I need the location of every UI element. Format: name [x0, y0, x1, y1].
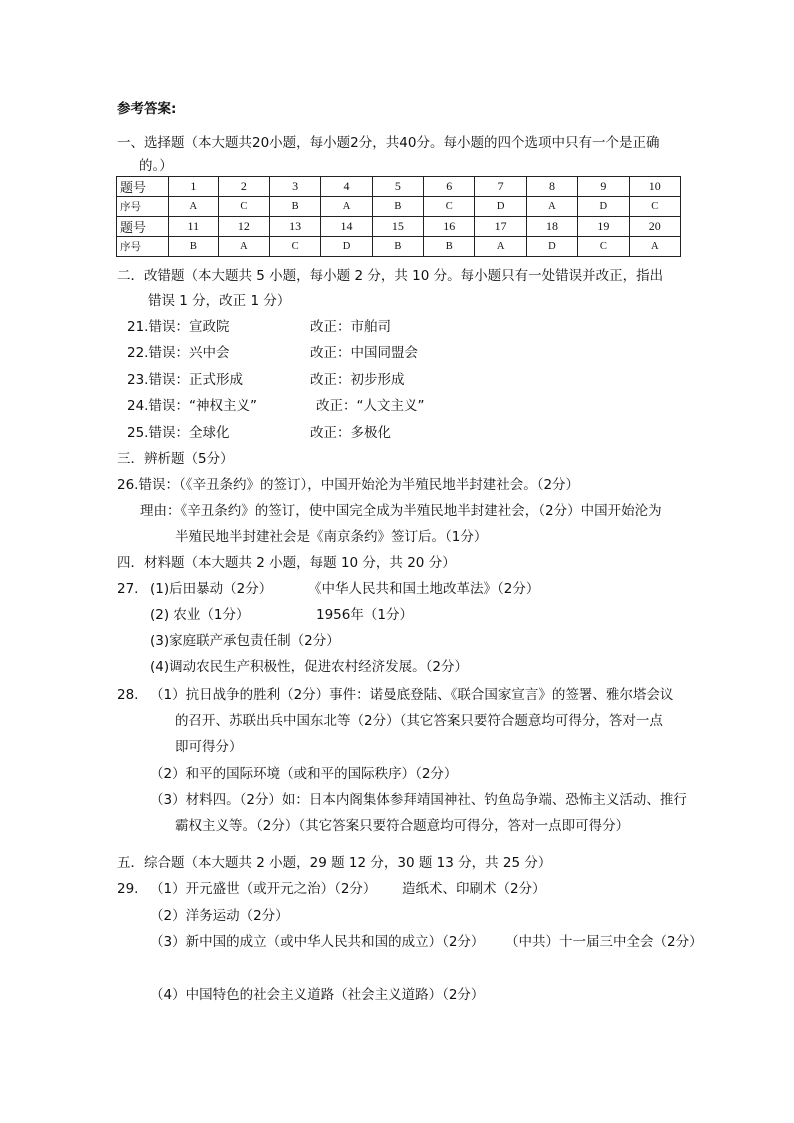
table-cell: 7: [475, 177, 526, 197]
table-cell: 19: [578, 217, 629, 237]
q28-answer: （1）抗日战争的胜利（2分）事件：诺曼底登陆、《联合国家宣言》的签署、雅尔塔会议: [150, 687, 674, 703]
table-cell: C: [218, 197, 269, 217]
q29-answer: 造纸术、印刷术（2分）: [402, 881, 546, 897]
table-cell: B: [424, 237, 475, 257]
table-cell: A: [169, 197, 219, 217]
q26-reason: 理由：《辛丑条约》的签订，使中国完全成为半殖民地半封建社会，（2分）中国开始沦为: [140, 503, 662, 519]
answer-table: [116, 176, 681, 257]
table-cell: C: [424, 197, 475, 217]
q28-answer-cont: 的召开、苏联出兵中国东北等（2分）（其它答案只要符合题意均可得分，答对一点: [175, 713, 663, 729]
table-row: [117, 197, 681, 217]
section1-title-cont: 的。）: [139, 158, 173, 174]
correction-fix: 改正：“人文主义”: [316, 398, 425, 414]
table-cell: D: [526, 237, 577, 257]
q27-answer: 1956年（1分）: [316, 607, 413, 623]
table-cell: C: [270, 237, 321, 257]
section3-title: 三．辨析题（5分）: [117, 451, 234, 467]
q29-answer: （2）洋务运动（2分）: [150, 908, 289, 924]
q27-answer: (4)调动农民生产积极性，促进农村经济发展。（2分）: [150, 659, 468, 675]
q27-answer: 《中华人民共和国土地改革法》（2分）: [308, 581, 540, 597]
table-cell: B: [372, 237, 423, 257]
table-cell: 16: [424, 217, 475, 237]
table-cell: C: [629, 197, 680, 217]
table-cell: A: [526, 197, 577, 217]
correction-error: 22.错误：兴中会: [127, 345, 230, 361]
q26-reason-cont: 半殖民地半封建社会是《南京条约》签订后。（1分）: [175, 529, 488, 545]
section2-title: 二．改错题（本大题共 5 小题，每小题 2 分，共 10 分。每小题只有一处错误并改正，指出: [117, 268, 664, 284]
row-label: 序号: [117, 197, 169, 217]
table-row: [117, 177, 681, 197]
table-row: [117, 237, 681, 257]
table-cell: 11: [169, 217, 219, 237]
correction-fix: 改正：中国同盟会: [310, 345, 418, 361]
table-cell: D: [475, 197, 526, 217]
correction-fix: 改正：初步形成: [310, 372, 405, 388]
table-cell: A: [475, 237, 526, 257]
table-cell: 2: [218, 177, 269, 197]
table-cell: 1: [169, 177, 219, 197]
table-cell: B: [169, 237, 219, 257]
table-cell: 6: [424, 177, 475, 197]
section4-title: 四．材料题（本大题共 2 小题，每题 10 分，共 20 分）: [117, 555, 456, 571]
section1-title: 一、选择题（本大题共20小题，每小题2分，共40分。每小题的四个选项中只有一个是正确: [117, 135, 660, 151]
q26-statement: 26.错误：（《辛丑条约》的签订），中国开始沦为半殖民地半封建社会。（2分）: [117, 477, 580, 493]
q29-answer: （3）新中国的成立（或中华人民共和国的成立）（2分）: [150, 934, 485, 950]
q29-answer: （中共）十一届三中全会（2分）: [505, 934, 703, 950]
table-cell: 20: [629, 217, 680, 237]
table-cell: A: [629, 237, 680, 257]
table-cell: B: [270, 197, 321, 217]
answer-heading: 参考答案:: [117, 101, 177, 117]
table-cell: 3: [270, 177, 321, 197]
table-cell: B: [372, 197, 423, 217]
table-cell: A: [321, 197, 372, 217]
table-cell: 5: [372, 177, 423, 197]
q28-number: 28.: [117, 687, 139, 703]
q27-answer: (3)家庭联产承包责任制（2分）: [150, 633, 340, 649]
table-cell: 4: [321, 177, 372, 197]
table-cell: D: [578, 197, 629, 217]
row-label: 题号: [117, 217, 169, 237]
q28-answer-cont: 即可得分）: [175, 739, 243, 755]
table-cell: 17: [475, 217, 526, 237]
q28-answer: （3）材料四。（2分）如：日本内阁集体参拜靖国神社、钓鱼岛争端、恐怖主义活动、推行: [150, 792, 687, 808]
table-cell: 8: [526, 177, 577, 197]
q28-answer: （2）和平的国际环境（或和平的国际秩序）（2分）: [150, 766, 458, 782]
section2-title-cont: 错误 1 分，改正 1 分）: [148, 293, 291, 309]
correction-error: 24.错误：“神权主义”: [127, 398, 257, 414]
q29-answer: （4）中国特色的社会主义道路（社会主义道路）（2分）: [150, 987, 485, 1003]
table-cell: 12: [218, 217, 269, 237]
q27-answer: (1)后田暴动（2分）: [150, 581, 273, 597]
row-label: 序号: [117, 237, 169, 257]
table-cell: A: [218, 237, 269, 257]
table-row: [117, 217, 681, 237]
q27-number: 27.: [117, 581, 139, 597]
q28-answer-cont: 霸权主义等。（2分）（其它答案只要符合题意均可得分，答对一点即可得分）: [175, 818, 630, 834]
table-cell: 18: [526, 217, 577, 237]
table-cell: C: [578, 237, 629, 257]
correction-error: 21.错误：宣政院: [127, 319, 230, 335]
table-cell: 14: [321, 217, 372, 237]
section5-title: 五．综合题（本大题共 2 小题，29 题 12 分，30 题 13 分，共 25 分）: [117, 855, 552, 871]
row-label: 题号: [117, 177, 169, 197]
table-cell: 9: [578, 177, 629, 197]
table-cell: 15: [372, 217, 423, 237]
q29-answer: （1）开元盛世（或开元之治）（2分）: [150, 881, 377, 897]
table-cell: 13: [270, 217, 321, 237]
table-cell: D: [321, 237, 372, 257]
correction-fix: 改正：多极化: [310, 425, 391, 441]
q27-answer: (2) 农业（1分）: [150, 607, 250, 623]
q29-number: 29.: [117, 881, 139, 897]
table-cell: 10: [629, 177, 680, 197]
correction-error: 25.错误：全球化: [127, 425, 230, 441]
correction-fix: 改正：市舶司: [310, 319, 391, 335]
correction-error: 23.错误：正式形成: [127, 372, 243, 388]
